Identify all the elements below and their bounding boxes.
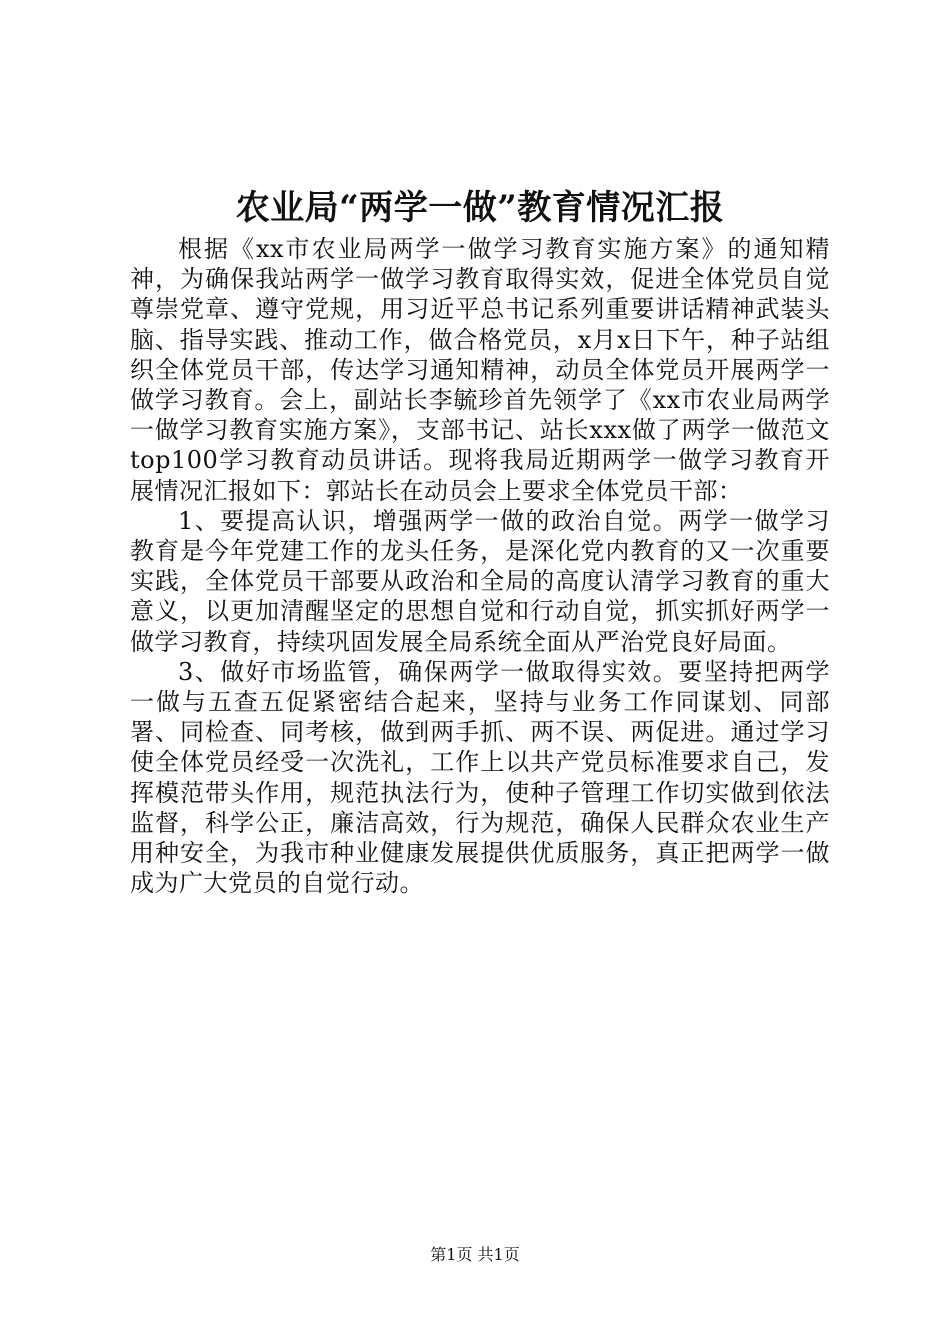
paragraph-point-3: 3、做好市场监管，确保两学一做取得实效。要坚持把两学一做与五查五促紧密结合起来，坚持与业务工作同谋划、同部署、同检查、同考核，做到两手抓、两不误、两促进。通过学习使全体党员经受一次洗礼，工作上以共产党员标准要求自己，发挥模范带头作用，规范执法行为，使种子管理工作切实做到依法监督，科学公正，廉洁高效，行为规范，确保人民群众农业生产用种安全，为我市种业健康发展提供优质服务，真正把两学一做成为广大党员的自觉行动。 xyxy=(130,657,830,898)
page-footer: 第1页 共1页 xyxy=(430,1245,520,1264)
paragraph-point-1: 1、要提高认识，增强两学一做的政治自觉。两学一做学习教育是今年党建工作的龙头任务，是深化党内教育的又一次重要实践，全体党员干部要从政治和全局的高度认清学习教育的重大意义，以更加清醒坚定的思想自觉和行动自觉，抓实抓好两学一做学习教育，持续巩固发展全局系统全面从严治党良好局面。 xyxy=(130,506,830,656)
document-title: 农业局“两学一做”教育情况汇报 xyxy=(235,188,725,228)
paragraph-intro: 根据《xx市农业局两学一做学习教育实施方案》的通知精神，为确保我站两学一做学习教育取得实效，促进全体党员自觉尊崇党章、遵守党规，用习近平总书记系列重要讲话精神武装头脑、指导实践、推动工作，做合格党员，x月x日下午，种子站组织全体党员干部，传达学习通知精神，动员全体党员开展两学一做学习教育。会上，副站长李毓珍首先领学了《xx市农业局两学一做学习教育实施方案》，支部书记、站长xxx做了两学一做范文top100学习教育动员讲话。现将我局近期两学一做学习教育开展情况汇报如下：郭站长在动员会上要求全体党员干部： xyxy=(130,235,830,505)
document-body xyxy=(130,234,830,898)
